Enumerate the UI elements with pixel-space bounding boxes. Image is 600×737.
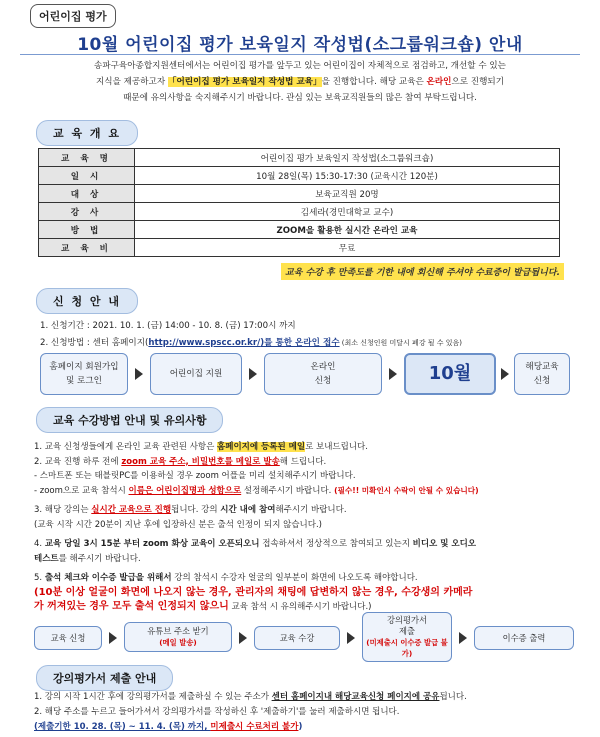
method-item-5-warning-2: 가 꺼져있는 경우 모두 출석 인정되지 않으니 교육 참석 시 유의해주시기 바랍니다.) xyxy=(34,601,372,612)
section-apply-badge: 신 청 안 내 xyxy=(36,288,138,314)
arrow-right-icon xyxy=(347,632,355,644)
flow1-step-1: 홈페이지 회원가입 및 로그인 xyxy=(40,353,128,395)
overview-row-label: 강 사 xyxy=(39,203,135,221)
overview-row-label: 일 시 xyxy=(39,167,135,185)
overview-row-value: 김세라(경민대학교 교수) xyxy=(135,203,560,221)
section-overview-badge: 교 육 개 요 xyxy=(36,120,138,146)
eval-item-2: 2. 해당 주소를 누르고 들어가셔서 강의평가서를 작성하신 후 '제출하기'를 눌러 제출하시면 됩니다. xyxy=(34,707,400,717)
arrow-right-icon xyxy=(109,632,117,644)
flow2-step-3: 교육 수강 xyxy=(254,626,340,650)
overview-row xyxy=(39,149,560,167)
overview-row-label: 대 상 xyxy=(39,185,135,203)
section-method-badge: 교육 수강방법 안내 및 유의사항 xyxy=(36,407,223,433)
arrow-right-icon xyxy=(389,368,397,380)
flow1-step-5: 해당교육 신청 xyxy=(514,353,570,395)
overview-row-value: 무료 xyxy=(135,239,560,257)
overview-row-label: 방 법 xyxy=(39,221,135,239)
method-item-5-warning-1: (10분 이상 얼굴이 화면에 나오지 않는 경우, 관리자의 채팅에 답변하지 않는 경우, 수강생의 카메라 xyxy=(34,586,473,598)
arrow-right-icon xyxy=(501,368,509,380)
apply-info xyxy=(40,318,462,352)
title-divider xyxy=(20,54,580,55)
section-eval-badge: 강의평가서 제출 안내 xyxy=(36,665,173,691)
overview-row-label: 교 육 명 xyxy=(39,149,135,167)
method-item-4: 4. 교육 당일 3시 15분 부터 zoom 화상 교육이 오픈되오니 접속하셔서 정상적으로 참여되고 있는지 비디오 및 오디오 xyxy=(34,539,477,549)
overview-row-label: 교 육 비 xyxy=(39,239,135,257)
flow1-step-2: 어린이집 지원 xyxy=(150,353,242,395)
intro-text xyxy=(22,58,578,106)
method-item-3-sub: (교육 시작 시간 20분이 지난 후에 입장하신 분은 출석 인정이 되지 않습니다.) xyxy=(34,519,322,530)
arrow-right-icon xyxy=(249,368,257,380)
flow2-step-2: 유튜브 주소 받기 (메일 발송) xyxy=(124,622,232,652)
eval-list xyxy=(34,690,580,735)
flow1-step-4: 10월 xyxy=(404,353,496,395)
eval-deadline: (제출기한 10. 28. (목) ~ 11. 4. (목) 까지, 미제출시 수료처리 불가) xyxy=(34,722,303,732)
overview-row-value: 어린이집 평가 보육일지 작성법(소그룹워크숍) xyxy=(135,149,560,167)
overview-row xyxy=(39,203,560,221)
overview-table xyxy=(38,148,560,257)
method-item-2-sub-2: - zoom으로 교육 참석시 이름은 어린이집명과 성함으로 설정해주시기 바랍니다. (필수!! 미확인시 수락이 안될 수 있습니다) xyxy=(34,485,479,496)
overview-row-value: 보육교직원 20명 xyxy=(135,185,560,203)
method-list xyxy=(34,440,578,615)
intro-line-2: 지식을 제공하고자 「어린이집 평가 보육일지 작성법 교육」을 진행합니다. 해당 교육은 온라인으로 진행되기 xyxy=(95,77,504,87)
method-item-4-cont: 테스트를 해주시기 바랍니다. xyxy=(34,553,141,564)
category-label: 어린이집 평가 xyxy=(30,4,116,28)
flow1-step-3: 온라인 신청 xyxy=(264,353,382,395)
certificate-notice: 교육 수강 후 만족도를 기한 내에 회신해 주셔야 수료증이 발급됩니다. xyxy=(281,263,564,280)
apply-flow xyxy=(40,353,570,395)
arrow-right-icon xyxy=(459,632,467,644)
arrow-right-icon xyxy=(135,368,143,380)
apply-period: 1. 신청기간 : 2021. 10. 1. (금) 14:00 - 10. 8. (금) 17:00시 까지 xyxy=(40,321,296,331)
overview-row xyxy=(39,167,560,185)
overview-row-value: ZOOM을 활용한 실시간 온라인 교육 xyxy=(135,221,560,239)
overview-row xyxy=(39,185,560,203)
method-item-5: 5. 출석 체크와 이수증 발급을 위해서 강의 참석시 수강자 얼굴의 일부분이 화면에 나오도록 해야합니다. xyxy=(34,573,418,583)
flow2-step-5: 이수증 출력 xyxy=(474,626,574,650)
method-item-2-sub-1: - 스마트폰 또는 태블릿PC를 이용하실 경우 zoom 어플을 미리 설치해주시기 바랍니다. xyxy=(34,471,356,481)
overview-row xyxy=(39,239,560,257)
apply-method: 2. 신청방법 : 센터 홈페이지(http://www.spscc.or.kr/)를 통한 온라인 접수 (최소 신청인원 미달시 폐강 될 수 있음) xyxy=(40,338,463,348)
intro-line-3: 때문에 유의사항을 숙지해주시기 바랍니다. 관심 있는 보육교직원들의 많은 참여 부탁드립니다. xyxy=(123,93,477,103)
method-item-1: 1. 교육 신청생들에게 온라인 교육 관련된 사항은 홈페이지에 등록된 메일로 보내드립니다. xyxy=(34,442,368,452)
arrow-right-icon xyxy=(239,632,247,644)
page-title: 10월 어린이집 평가 보육일지 작성법(소그룹워크숍) 안내 xyxy=(77,35,523,55)
overview-row xyxy=(39,221,560,239)
flow2-step-1: 교육 신청 xyxy=(34,626,102,650)
overview-row-value: 10월 28일(목) 15:30-17:30 (교육시간 120분) xyxy=(135,167,560,185)
eval-item-1: 1. 강의 시작 1시간 후에 강의평가서를 제출하실 수 있는 주소가 센터 홈페이지내 해당교육신청 페이지에 공유됩니다. xyxy=(34,692,467,702)
intro-line-1: 송파구육아종합지원센터에서는 어린이집 평가를 앞두고 있는 어린이집이 자체적으로 점검하고, 개선할 수 있는 xyxy=(94,61,506,71)
method-item-3: 3. 해당 강의는 실시간 교육으로 진행됩니다. 강의 시간 내에 참여해주시기 바랍니다. xyxy=(34,505,347,515)
course-flow xyxy=(34,612,574,662)
flow2-step-4: 강의평가서 제출 (미제출시 이수증 발급 불가) xyxy=(362,612,452,662)
homepage-link[interactable]: http://www.spscc.or.kr/ xyxy=(148,338,261,348)
method-item-2: 2. 교육 진행 하루 전에 zoom 교육 주소, 비밀번호를 메일로 발송해 드립니다. xyxy=(34,456,327,467)
